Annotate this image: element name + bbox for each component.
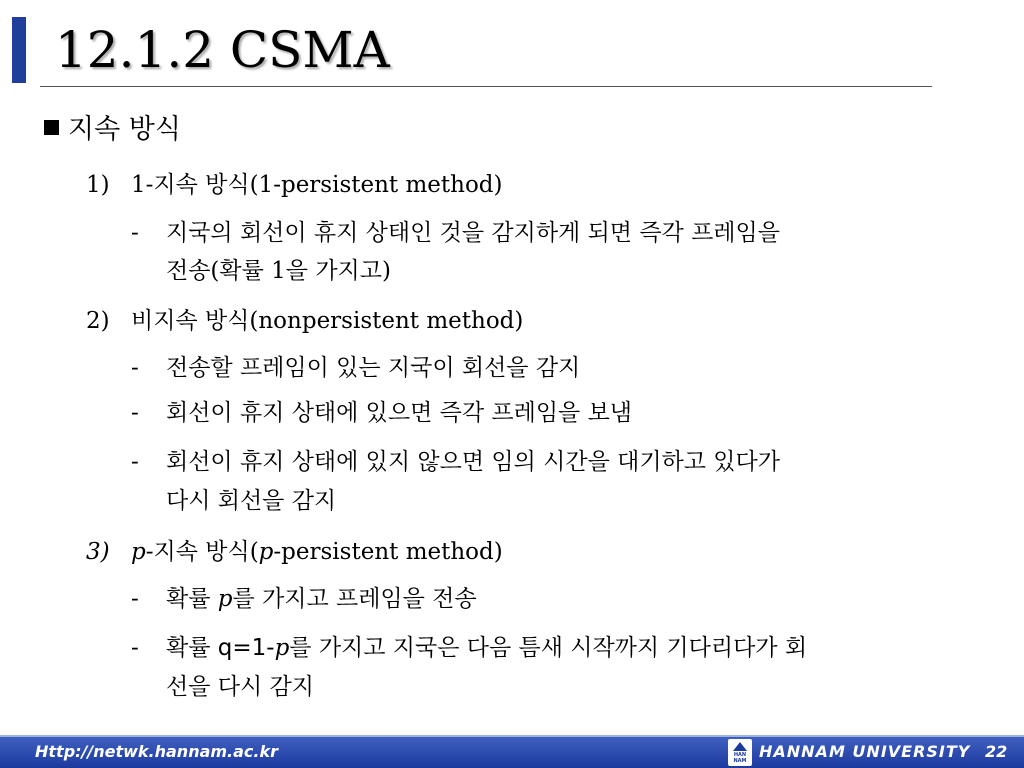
item-3-bullet-1-post: 를 가지고 프레임을 전송 xyxy=(232,586,477,612)
footer-page-number: 22 xyxy=(985,742,1008,761)
item-2-bullet-2-dash: - xyxy=(131,400,139,426)
item-3-text-b: -persistent method) xyxy=(273,539,503,565)
item-3-bullet-2-pre: 확률 xyxy=(166,635,218,661)
item-3-p-symbol-2: p xyxy=(258,539,274,565)
item-3-bullet-2-dash: - xyxy=(131,635,139,661)
section-heading-text: 지속 방식 xyxy=(68,114,181,145)
item-2-bullet-1-line-1: 전송할 프레임이 있는 지국이 회선을 감지 xyxy=(166,355,581,381)
title-divider xyxy=(40,86,932,87)
title-accent-bar xyxy=(12,17,26,83)
item-2-bullet-1-dash: - xyxy=(131,355,139,381)
item-2-bullet-3-line-2: 다시 회선을 감지 xyxy=(166,488,337,514)
item-3-bullet-1-p: p xyxy=(217,586,233,612)
item-3-number: 3) xyxy=(86,539,110,565)
item-3-bullet-1-dash: - xyxy=(131,586,139,612)
item-2-number: 2) xyxy=(86,308,110,334)
item-1-bullet-1-line-1: 지국의 회선이 휴지 상태인 것을 감지하게 되면 즉각 프레임을 xyxy=(166,220,780,246)
item-1-bullet-1-line-2: 전송(확률 1을 가지고) xyxy=(166,258,391,284)
item-3-text-a: -지속 방식( xyxy=(145,539,259,565)
item-3-bullet-2-q: q=1- xyxy=(217,635,275,661)
item-1-text: 1-지속 방식(1-persistent method) xyxy=(131,172,503,198)
item-3-bullet-1-line-1 xyxy=(166,584,477,614)
university-logo-icon xyxy=(728,739,752,766)
item-2-bullet-3-line-1: 회선이 휴지 상태에 있지 않으면 임의 시간을 대기하고 있다가 xyxy=(166,449,780,475)
section-heading xyxy=(44,113,181,147)
item-3-text xyxy=(131,537,503,567)
item-2-text: 비지속 방식(nonpersistent method) xyxy=(131,308,524,334)
slide-title: 12.1.2 CSMA xyxy=(55,21,390,79)
footer-bar xyxy=(0,735,1024,768)
item-3-bullet-2-p: p xyxy=(274,635,290,661)
logo-text: HAN NAM xyxy=(733,752,747,764)
item-3-bullet-2-line-2: 선을 다시 감지 xyxy=(166,674,314,700)
footer-url-link[interactable]: Http://netwk.hannam.ac.kr xyxy=(35,742,279,761)
item-2-bullet-3-dash: - xyxy=(131,449,139,475)
item-3-bullet-1-pre: 확률 xyxy=(166,586,218,612)
square-bullet-icon xyxy=(44,120,59,135)
item-3-bullet-2-line-1 xyxy=(166,633,807,663)
item-3-p-symbol: p xyxy=(131,539,146,565)
item-2-bullet-2-line-1: 회선이 휴지 상태에 있으면 즉각 프레임을 보냄 xyxy=(166,400,633,426)
footer-university-name: HANNAM UNIVERSITY xyxy=(759,742,971,761)
item-1-number: 1) xyxy=(86,172,110,198)
logo-mark xyxy=(733,742,747,751)
item-3-bullet-2-post: 를 가지고 지국은 다음 틈새 시작까지 기다리다가 회 xyxy=(289,635,808,661)
item-1-bullet-1-dash: - xyxy=(131,220,139,246)
